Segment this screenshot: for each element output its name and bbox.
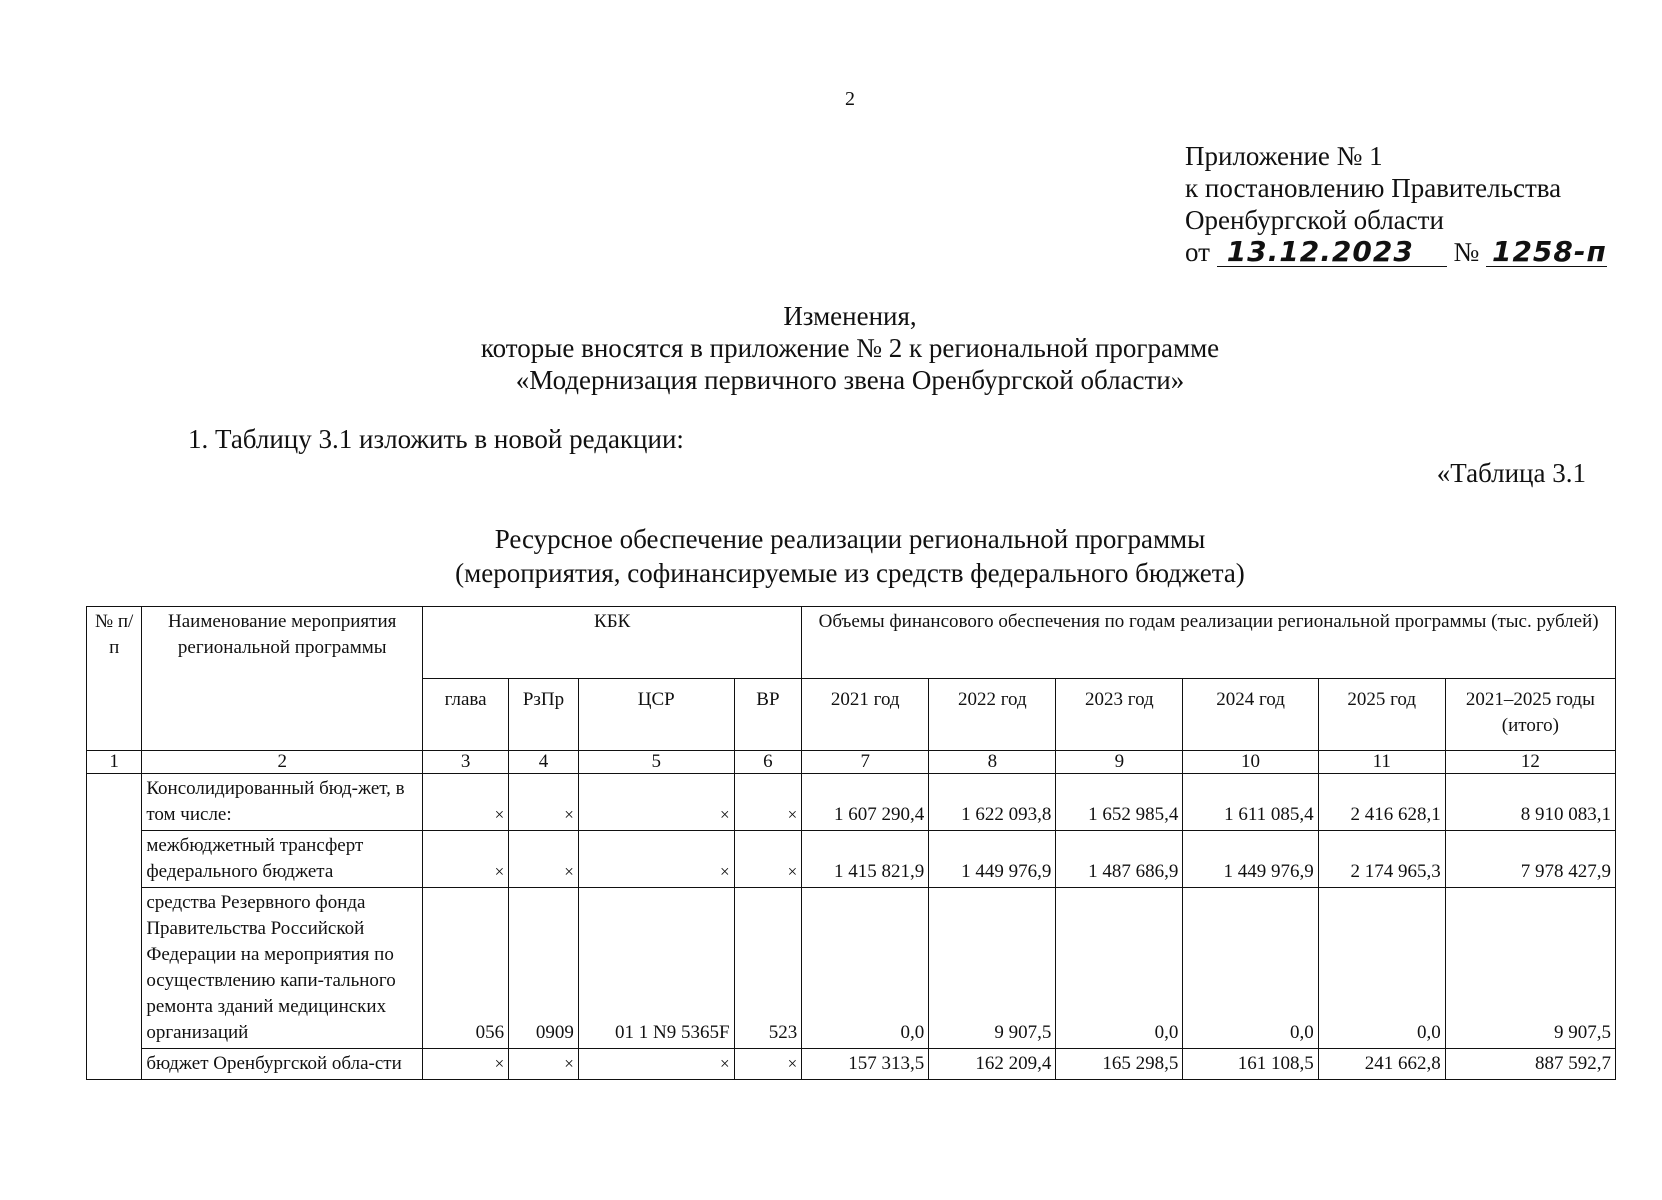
header-vr: ВР bbox=[734, 679, 802, 751]
number-field bbox=[1486, 235, 1607, 268]
cell-total: 8 910 083,1 bbox=[1445, 774, 1615, 831]
number-prefix: № bbox=[1453, 237, 1480, 267]
table-title-line-1: Ресурсное обеспечение реализации региональной программы bbox=[494, 524, 1206, 554]
cell-rzpr: 0909 bbox=[509, 888, 579, 1049]
cell-2025: 241 662,8 bbox=[1318, 1049, 1445, 1080]
cell-glava: × bbox=[423, 831, 509, 888]
header-2022: 2022 год bbox=[929, 679, 1056, 751]
instruction-text: 1. Таблицу 3.1 изложить в новой редакции: bbox=[188, 424, 684, 454]
table-label: «Таблица 3.1 bbox=[1436, 458, 1586, 488]
header-2021: 2021 год bbox=[802, 679, 929, 751]
cell-2025: 2 174 965,3 bbox=[1318, 831, 1445, 888]
cell-2022: 162 209,4 bbox=[929, 1049, 1056, 1080]
cell-2023: 1 487 686,9 bbox=[1056, 831, 1183, 888]
cell-2021: 1 415 821,9 bbox=[802, 831, 929, 888]
row-name: Консолидированный бюд-жет, в том числе: bbox=[142, 774, 423, 831]
cell-csr: × bbox=[578, 1049, 734, 1080]
table-row bbox=[87, 831, 1616, 888]
header-glava: глава bbox=[423, 679, 509, 751]
cell-2025: 2 416 628,1 bbox=[1318, 774, 1445, 831]
cell-glava: 056 bbox=[423, 888, 509, 1049]
resource-table bbox=[86, 606, 1616, 1080]
index-cell: 5 bbox=[578, 751, 734, 774]
heading-line-2: которые вносятся в приложение № 2 к региональной программе bbox=[480, 333, 1220, 363]
header-2025: 2025 год bbox=[1318, 679, 1445, 751]
index-cell: 6 bbox=[734, 751, 802, 774]
cell-glava: × bbox=[423, 774, 509, 831]
document-heading bbox=[0, 300, 1662, 396]
index-cell: 7 bbox=[802, 751, 929, 774]
cell-vr: × bbox=[734, 774, 802, 831]
index-cell: 8 bbox=[929, 751, 1056, 774]
cell-2021: 157 313,5 bbox=[802, 1049, 929, 1080]
header-name: Наименование мероприятия региональной программы bbox=[142, 607, 423, 751]
cell-2023: 1 652 985,4 bbox=[1056, 774, 1183, 831]
index-cell: 12 bbox=[1445, 751, 1615, 774]
cell-2024: 1 449 976,9 bbox=[1183, 831, 1318, 888]
row-name: бюджет Оренбургской обла-сти bbox=[142, 1049, 423, 1080]
appendix-line-3: Оренбургской области bbox=[1185, 205, 1444, 235]
heading-line-3: «Модернизация первичного звена Оренбургской области» bbox=[515, 365, 1185, 395]
cell-vr: × bbox=[734, 831, 802, 888]
table-row bbox=[87, 888, 1616, 1049]
header-total: 2021–2025 годы (итого) bbox=[1445, 679, 1615, 751]
cell-2025: 0,0 bbox=[1318, 888, 1445, 1049]
cell-2023: 165 298,5 bbox=[1056, 1049, 1183, 1080]
cell-csr: × bbox=[578, 831, 734, 888]
table-title-line-2: (мероприятия, софинансируемые из средств федерального бюджета) bbox=[455, 558, 1245, 588]
cell-rzpr: × bbox=[509, 831, 579, 888]
header-num: № п/п bbox=[87, 607, 142, 751]
cell-2022: 1 449 976,9 bbox=[929, 831, 1056, 888]
cell-2024: 161 108,5 bbox=[1183, 1049, 1318, 1080]
handwritten-number: 1258-п bbox=[1491, 235, 1607, 268]
cell-total: 9 907,5 bbox=[1445, 888, 1615, 1049]
index-cell: 10 bbox=[1183, 751, 1318, 774]
appendix-date-line bbox=[1185, 236, 1607, 268]
cell-rzpr: × bbox=[509, 1049, 579, 1080]
index-cell: 9 bbox=[1056, 751, 1183, 774]
row-name: средства Резервного фонда Правительства Российской Федерации на мероприятия по осуществлению капи-тального ремонта зданий медицинских организаций bbox=[142, 888, 423, 1049]
header-2024: 2024 год bbox=[1183, 679, 1318, 751]
header-kbk: КБК bbox=[423, 607, 802, 679]
index-cell: 3 bbox=[423, 751, 509, 774]
cell-total: 7 978 427,9 bbox=[1445, 831, 1615, 888]
cell-csr: × bbox=[578, 774, 734, 831]
cell-glava: × bbox=[423, 1049, 509, 1080]
header-volumes: Объемы финансового обеспечения по годам реализации региональной программы (тыс. рублей) bbox=[802, 607, 1616, 679]
row-name: межбюджетный трансферт федерального бюджета bbox=[142, 831, 423, 888]
cell-2021: 0,0 bbox=[802, 888, 929, 1049]
heading-line-1: Изменения, bbox=[783, 301, 917, 331]
date-prefix: от bbox=[1185, 237, 1210, 267]
cell-2024: 0,0 bbox=[1183, 888, 1318, 1049]
header-2023: 2023 год bbox=[1056, 679, 1183, 751]
appendix-line-1: Приложение № 1 bbox=[1185, 141, 1383, 171]
index-cell: 2 bbox=[142, 751, 423, 774]
appendix-line-2: к постановлению Правительства bbox=[1185, 173, 1562, 203]
index-cell: 1 bbox=[87, 751, 142, 774]
cell-2024: 1 611 085,4 bbox=[1183, 774, 1318, 831]
cell-2022: 1 622 093,8 bbox=[929, 774, 1056, 831]
cell-vr: 523 bbox=[734, 888, 802, 1049]
handwritten-date: 13.12.2023 bbox=[1226, 235, 1414, 268]
table-row bbox=[87, 1049, 1616, 1080]
table-row bbox=[87, 774, 1616, 831]
cell-total: 887 592,7 bbox=[1445, 1049, 1615, 1080]
cell-vr: × bbox=[734, 1049, 802, 1080]
index-row bbox=[87, 751, 1616, 774]
table-title bbox=[0, 522, 1662, 590]
header-csr: ЦСР bbox=[578, 679, 734, 751]
row-num-cell bbox=[87, 774, 142, 1080]
cell-rzpr: × bbox=[509, 774, 579, 831]
appendix-block bbox=[1185, 140, 1607, 268]
header-rzpr: РзПр bbox=[509, 679, 579, 751]
cell-2022: 9 907,5 bbox=[929, 888, 1056, 1049]
index-cell: 11 bbox=[1318, 751, 1445, 774]
cell-2021: 1 607 290,4 bbox=[802, 774, 929, 831]
index-cell: 4 bbox=[509, 751, 579, 774]
cell-csr: 01 1 N9 5365F bbox=[578, 888, 734, 1049]
date-field bbox=[1217, 235, 1447, 268]
cell-2023: 0,0 bbox=[1056, 888, 1183, 1049]
page-number: 2 bbox=[845, 88, 855, 110]
